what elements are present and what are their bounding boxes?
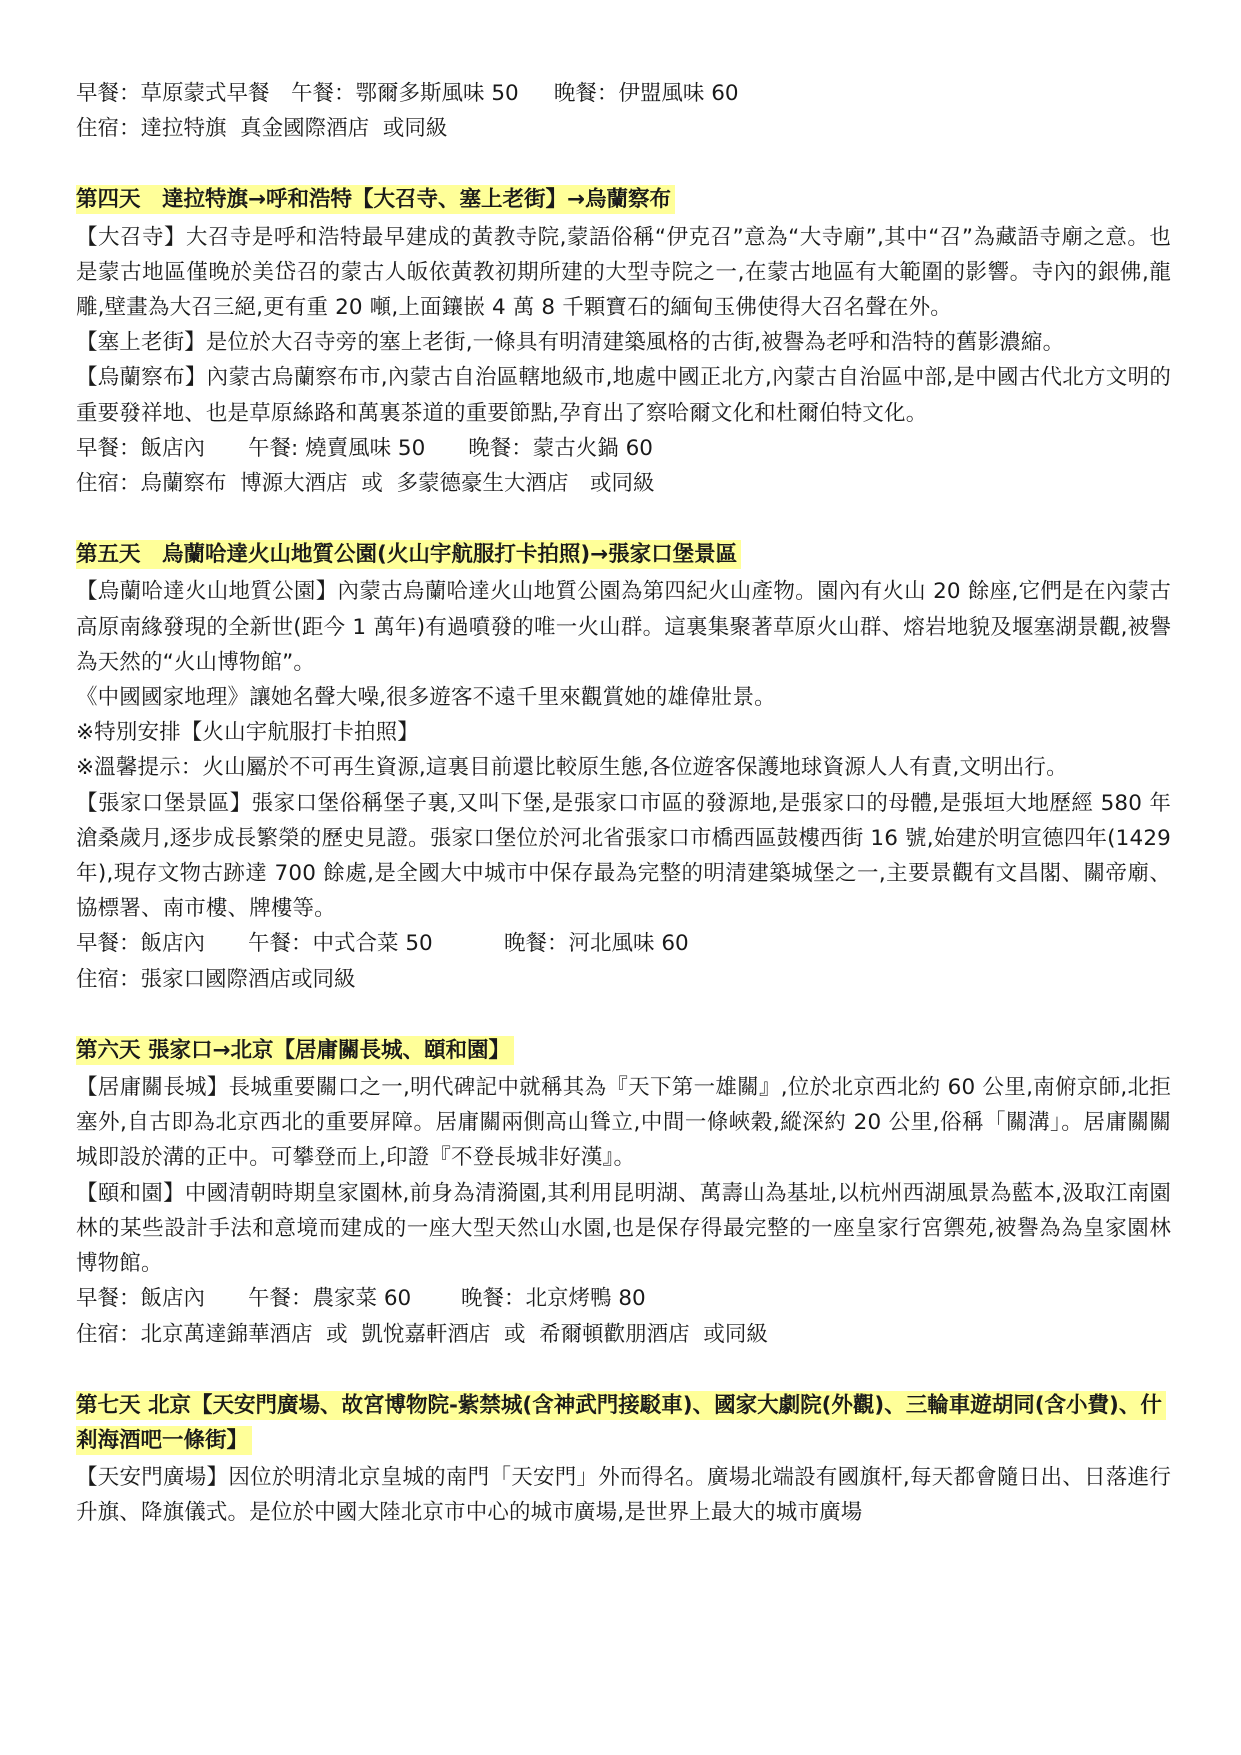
day6-heading: 第六天 張家口→北京【居庸關長城、頤和園】 xyxy=(76,1036,514,1065)
day5-reminder: ※溫馨提示：火山屬於不可再生資源,這裏目前還比較原生態,各位遊客保護地球資源人人有責,文明出行。 xyxy=(76,755,1068,781)
day5-zhangjiakou-fort: 【張家口堡景區】張家口堡俗稱堡子裏,又叫下堡,是張家口市區的發源地,是張家口的母體,是張垣大地歷經 580 年滄桑歲月,逐步成長繁榮的歷史見證。張家口堡位於河北省張家口市橋西區鼓樓西街 16 號,始建於明宣德四年(1429 年),現存文物古跡達 700 餘處,是全國大中城市中保存最為完整的明清建築城堡之一,主要景觀有文昌閣、關帝廟、協標署、南市樓、牌樓等。 xyxy=(76,790,1171,922)
day4-heading: 第四天 達拉特旗→呼和浩特【大召寺、塞上老街】→烏蘭察布 xyxy=(76,185,675,214)
day6-summer-palace: 【頤和園】中國清朝時期皇家園林,前身為清漪園,其利用昆明湖、萬壽山為基址,以杭州西湖風景為藍本,汲取江南園林的某些設計手法和意境而建成的一座大型天然山水園,也是保存得最完整的一座皇家行宮禦苑,被譽為為皇家園林博物館。 xyxy=(76,1180,1171,1277)
day7-heading: 第七天 北京【天安門廣場、故宮博物院-紫禁城(含神武門接駁車)、國家大劇院(外觀)、三輪車遊胡同(含小費)、什剎海酒吧一條街】 xyxy=(76,1391,1166,1455)
day7-section xyxy=(76,1388,1171,1458)
day6-meals: 早餐：飯店內 午餐：農家菜 60 晚餐：北京烤鴨 80 xyxy=(76,1286,646,1312)
day6-lodging: 住宿：北京萬達錦華酒店 或 凱悅嘉軒酒店 或 希爾頓歡朋酒店 或同級 xyxy=(76,1321,768,1347)
day5-section xyxy=(76,537,1171,572)
day6-juyongguan: 【居庸關長城】長城重要關口之一,明代碑記中就稱其為『天下第一雄關』,位於北京西北約 60 公里,南俯京師,北拒塞外,自古即為北京西北的重要屏障。居庸關兩側高山聳立,中間一條峽穀,縱深約 20 公里,俗稱「關溝」。居庸關關城即設於溝的正中。可攀登而上,印證『不登長城非好漢』。 xyxy=(76,1075,1171,1171)
day5-lodging: 住宿：張家口國際酒店或同級 xyxy=(76,966,356,992)
day5-volcano-park: 【烏蘭哈達火山地質公園】內蒙古烏蘭哈達火山地質公園為第四紀火山產物。園內有火山 20 餘座,它們是在內蒙古高原南緣發現的全新世(距今 1 萬年)有過噴發的唯一火山群。這裏集聚著草原火山群、熔岩地貌及堰塞湖景觀,被譽為天然的“火山博物館”。 xyxy=(76,579,1171,675)
day4-old-street: 【塞上老街】是位於大召寺旁的塞上老街,一條具有明清建築風格的古街,被譽為老呼和浩特的舊影濃縮。 xyxy=(76,330,1065,356)
day3-lodging: 住宿：達拉特旗 真金國際酒店 或同級 xyxy=(76,116,448,142)
day4-meals: 早餐：飯店內 午餐: 燒賣風味 50 晚餐：蒙古火鍋 60 xyxy=(76,435,653,461)
day4-section xyxy=(76,182,1171,217)
day3-meals: 早餐：草原蒙式早餐 午餐：鄂爾多斯風味 50 晚餐：伊盟風味 60 xyxy=(76,81,739,106)
day5-geography-note: 《中國國家地理》讓她名聲大噪,很多遊客不遠千里來觀賞她的雄偉壯景。 xyxy=(76,685,776,711)
day5-heading: 第五天 烏蘭哈達火山地質公園(火山宇航服打卡拍照)→張家口堡景區 xyxy=(76,540,741,569)
day7-tiananmen: 【天安門廣場】因位於明清北京皇城的南門「天安門」外而得名。廣場北端設有國旗杆,每天都會隨日出、日落進行升旗、降旗儀式。是位於中國大陸北京市中心的城市廣場,是世界上最大的城市廣場 xyxy=(76,1465,1171,1526)
day4-ulanqab: 【烏蘭察布】內蒙古烏蘭察布市,內蒙古自治區轄地級市,地處中國正北方,內蒙古自治區中部,是中國古代北方文明的重要發祥地、也是草原絲路和萬裏茶道的重要節點,孕育出了察哈爾文化和杜爾伯特文化。 xyxy=(76,365,1171,426)
day5-special-arrangement: ※特別安排【火山宇航服打卡拍照】 xyxy=(76,720,419,746)
day6-section xyxy=(76,1033,1171,1068)
day5-meals: 早餐：飯店內 午餐：中式合菜 50 晚餐：河北風味 60 xyxy=(76,931,689,957)
day4-lodging: 住宿：烏蘭察布 博源大酒店 或 多蒙德豪生大酒店 或同級 xyxy=(76,471,655,497)
day4-dazhao-temple: 【大召寺】大召寺是呼和浩特最早建成的黃教寺院,蒙語俗稱“伊克召”意為“大寺廟”,其中“召”為藏語寺廟之意。也是蒙古地區僅晚於美岱召的蒙古人皈依黃教初期所建的大型寺院之一,在蒙古地區有大範圍的影響。寺內的銀佛,龍雕,壁畫為大召三絕,更有重 20 噸,上面鑲嵌 4 萬 8 千顆寶石的緬甸玉佛使得大召名聲在外。 xyxy=(76,224,1171,321)
